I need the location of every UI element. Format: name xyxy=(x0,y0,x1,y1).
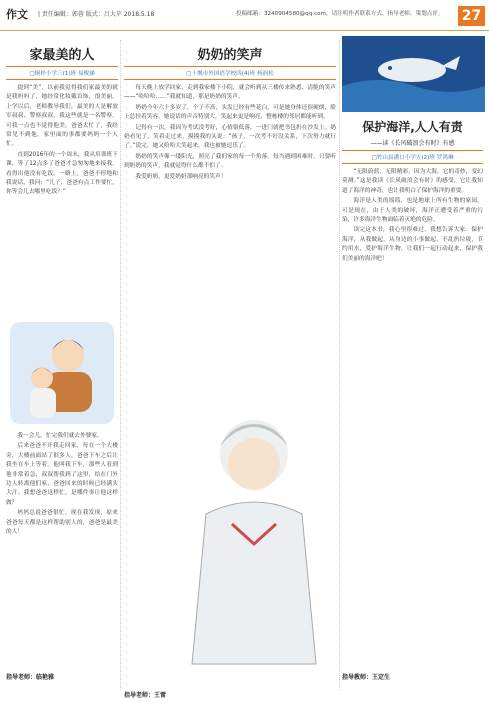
paragraph: 读完这本书，我心里很难过。我想告诉大家：保护海洋，从我做起，从身边的小事做起，不乱扔垃圾，节约用水，爱护海洋生物。让我们一起行动起来，保护我们美丽的海洋吧！ xyxy=(342,227,483,262)
article-family-beauty-cont xyxy=(6,432,118,681)
paragraph: 妈妈总说爸爸很忙。现在我发现，原来爸爸每天都是这样帮助别人的，爸爸是最美的人！ xyxy=(6,510,118,536)
grandmother-illustration xyxy=(136,394,332,680)
article-byline: □十堰市外国语学校四(4)班 杨润松 xyxy=(124,66,336,80)
paragraph: 我一会儿，忙完我们就去外婆家。 xyxy=(17,433,103,439)
article-byline: □竹山县潘口小学五(2)班 罗鸿琳 xyxy=(342,150,483,164)
column-divider xyxy=(120,40,121,690)
paragraph: 海洋是人类的摇篮，也是地球上所有生物的家园。可是现在，由于人类的破坏，海洋正遭受着严重的污染，许多海洋生物面临着灭绝的危险。 xyxy=(342,198,483,224)
ocean-whale-illustration xyxy=(342,36,485,112)
father-and-child-illustration xyxy=(6,318,118,428)
article-title: 奶奶的笑声 xyxy=(197,48,263,63)
paragraph: 我爱奶奶，更爱奶奶那响亮的笑声！ xyxy=(135,173,227,180)
paragraph: 每天晚上放学回家，走到我家楼下小院，就会听到从三楼传来熟悉、清脆的笑声——“哈哈哈……”我就知道，那是奶奶的笑声。 xyxy=(124,85,336,101)
article-title: 保护海洋,人人有责 xyxy=(362,120,463,134)
article-body xyxy=(124,84,336,424)
section-name: 作文 xyxy=(6,8,28,21)
tutor-credit: 指导老师：王雷 xyxy=(124,692,167,699)
submission-contact: 投稿邮箱：3240904580@qq.com，请注明作者联系方式、指导老师、策划点评。 xyxy=(236,11,444,17)
paragraph: 直到2016年的一个周末，我从培训班下课，等了12点多了爸爸才急匆匆地来接我，看得出他没有吃饭。一路上，爸爸不停地和我说话，我问：“儿子，爸爸有点工作要忙，你等会儿去哪里吃饭？” xyxy=(6,151,118,196)
tutor-credit: 指导老师：临艳雅 xyxy=(6,674,55,681)
article-title: 家最美的人 xyxy=(29,48,95,63)
paragraph: 奶奶的笑声像一缕阳光，照亮了我们家的每一个角落。每当遇到困难时，只要听到奶奶的笑声，我就觉得什么都不怕了。 xyxy=(124,153,336,170)
paragraph: 奶奶今年六十多岁了，个子不高，头发已经有些花白，可是她身体还很硬朗，脸上总挂着笑容。她说话的声音特别大，笑起来更是响亮，整栋楼的邻居都能听到。 xyxy=(124,104,336,121)
article-protect-ocean xyxy=(342,116,483,681)
tutor-credit: 指导教师：王定生 xyxy=(342,674,391,681)
article-grandma-laugh-tutor xyxy=(124,690,336,699)
article-body xyxy=(342,168,483,668)
paragraph: 提到“美”，以前我觉得我们家最美的就是我妈妈了，她经常化妆戴首饰，很美丽。上学以后，老师教导我们，最美的人是解放军叔叔、警察叔叔、我这些就是一名警察，可我一点也不觉得他美。爸爸太忙了，我经常见不到他。家里面的事都要妈妈一个人忙。 xyxy=(6,85,118,148)
article-grandma-laugh xyxy=(124,36,336,424)
article-family-beauty xyxy=(6,36,118,289)
paragraph: 后来爸爸不开我走回家，每在一个大楼旁，大楼前面站了很多人，爸爸下车之后让我坐在车上等着。他叫我下车，那些人看到他非常着急，叔叔帮我到了这里，给在门外边人转离他们家，爸爸回来的时候已经满头大汗。我想爸爸这样忙，是哪件事让他这样做？ xyxy=(6,443,118,506)
page-number: 27 xyxy=(458,6,485,26)
paragraph: 记得有一次，我因为考试没考好，心情很低落，一进门就把书包扔在沙发上。奶奶看见了，笑着走过来，摸摸我的头说：“孩子，一次考不好没关系，下次努力就行了。”说完，她又哈哈大笑起来，我也被她逗乐了。 xyxy=(124,124,336,150)
article-subtitle: ——读《长风破浪会有时》有感 xyxy=(370,140,455,147)
article-body-top xyxy=(6,84,118,289)
paragraph: “无限蔚蓝，无限精彩，因为大海，它的奇妙，变幻莫测。”这是我读《长风破浪会有时》的感受，它让我知道了海洋的神奇，也让我明白了保护海洋的重要。 xyxy=(342,169,483,194)
article-byline: □铜梓小学三(1)班 易俊涵 xyxy=(6,66,118,80)
page-header xyxy=(0,0,489,31)
column-divider xyxy=(339,40,340,690)
article-body-bottom xyxy=(6,432,118,668)
editor-meta: | 责任编辑：郭蓉 版式：吕大苹 2018.5.18 xyxy=(38,11,155,18)
